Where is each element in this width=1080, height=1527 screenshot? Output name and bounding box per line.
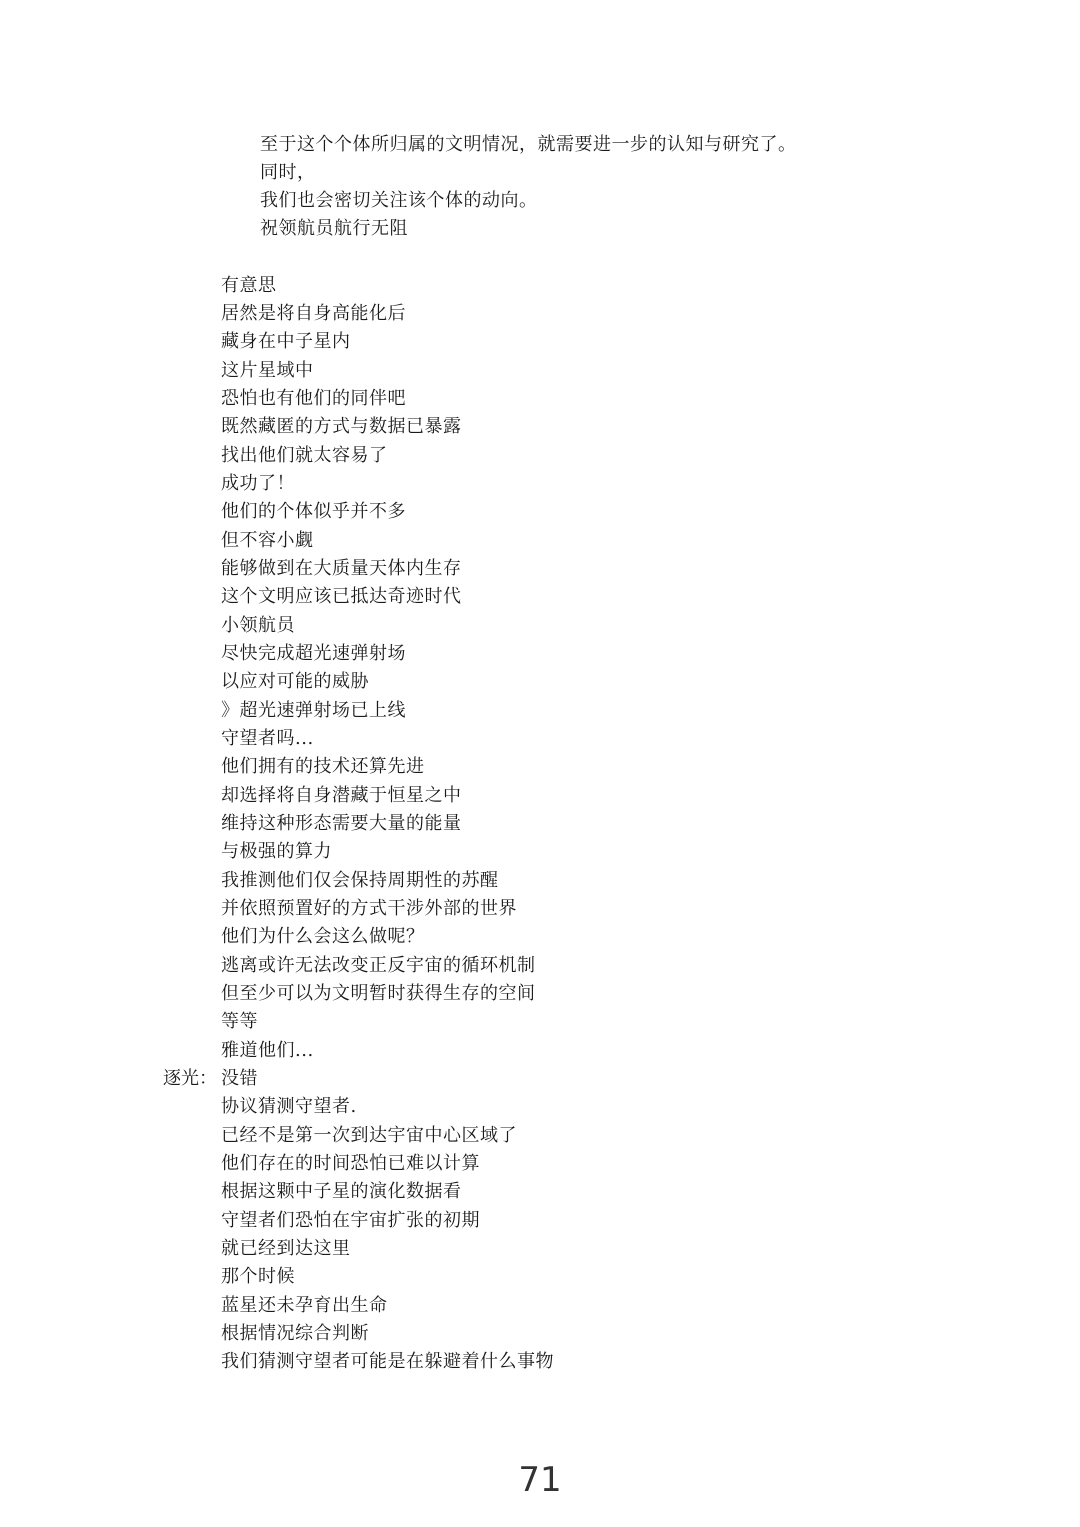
intro-line: 至于这个个体所归属的文明情况，就需要进一步的认知与研究了。 [260, 134, 797, 155]
speaker-label: 逐光： [163, 1068, 217, 1089]
body-line: 尽快完成超光速弹射场 [221, 643, 406, 664]
body-line: 但至少可以为文明暂时获得生存的空间 [221, 983, 536, 1004]
body-line: 找出他们就太容易了 [221, 445, 388, 466]
body-line: 守望者们恐怕在宇宙扩张的初期 [221, 1210, 480, 1231]
body-line: 但不容小觑 [221, 530, 314, 551]
body-line: 与极强的算力 [221, 841, 332, 862]
body-line: 他们拥有的技术还算先进 [221, 756, 425, 777]
body-line: 维持这种形态需要大量的能量 [221, 813, 462, 834]
body-line: 守望者吗... [221, 728, 314, 749]
body-line: 那个时候 [221, 1266, 295, 1287]
body-line: 居然是将自身高能化后 [221, 303, 406, 324]
body-line: 这个文明应该已抵达奇迹时代 [221, 586, 462, 607]
body-line: 》超光速弹射场已上线 [221, 700, 406, 721]
body-line: 根据这颗中子星的演化数据看 [221, 1181, 462, 1202]
body-line: 他们为什么会这么做呢？ [221, 926, 425, 947]
page-number: 71 [518, 1460, 562, 1500]
body-line: 已经不是第一次到达宇宙中心区域了 [221, 1125, 517, 1146]
intro-line: 同时， [260, 162, 316, 183]
body-line: 他们存在的时间恐怕已难以计算 [221, 1153, 480, 1174]
body-line: 却选择将自身潜藏于恒星之中 [221, 785, 462, 806]
body-line: 小领航员 [221, 615, 295, 636]
body-line: 没错 [221, 1068, 258, 1089]
body-line: 我推测他们仅会保持周期性的苏醒 [221, 870, 499, 891]
body-line: 蓝星还未孕育出生命 [221, 1295, 388, 1316]
body-line: 有意思 [221, 275, 277, 296]
body-line: 既然藏匿的方式与数据已暴露 [221, 416, 462, 437]
body-line: 根据情况综合判断 [221, 1323, 369, 1344]
intro-line: 我们也会密切关注该个体的动向。 [260, 190, 538, 211]
body-line: 雅道他们... [221, 1040, 314, 1061]
body-line: 以应对可能的威胁 [221, 671, 369, 692]
body-line: 恐怕也有他们的同伴吧 [221, 388, 406, 409]
body-line: 逃离或许无法改变正反宇宙的循环机制 [221, 955, 536, 976]
body-line: 他们的个体似乎并不多 [221, 501, 406, 522]
body-line: 就已经到达这里 [221, 1238, 351, 1259]
body-line: 等等 [221, 1011, 258, 1032]
body-line: 成功了！ [221, 473, 295, 494]
body-line: 并依照预置好的方式干涉外部的世界 [221, 898, 517, 919]
body-line: 我们猜测守望者可能是在躲避着什么事物 [221, 1351, 554, 1372]
body-line: 这片星域中 [221, 360, 314, 381]
body-line: 协议猜测守望者. [221, 1096, 357, 1117]
intro-line: 祝领航员航行无阻 [260, 218, 408, 239]
body-line: 藏身在中子星内 [221, 331, 351, 352]
body-line: 能够做到在大质量天体内生存 [221, 558, 462, 579]
